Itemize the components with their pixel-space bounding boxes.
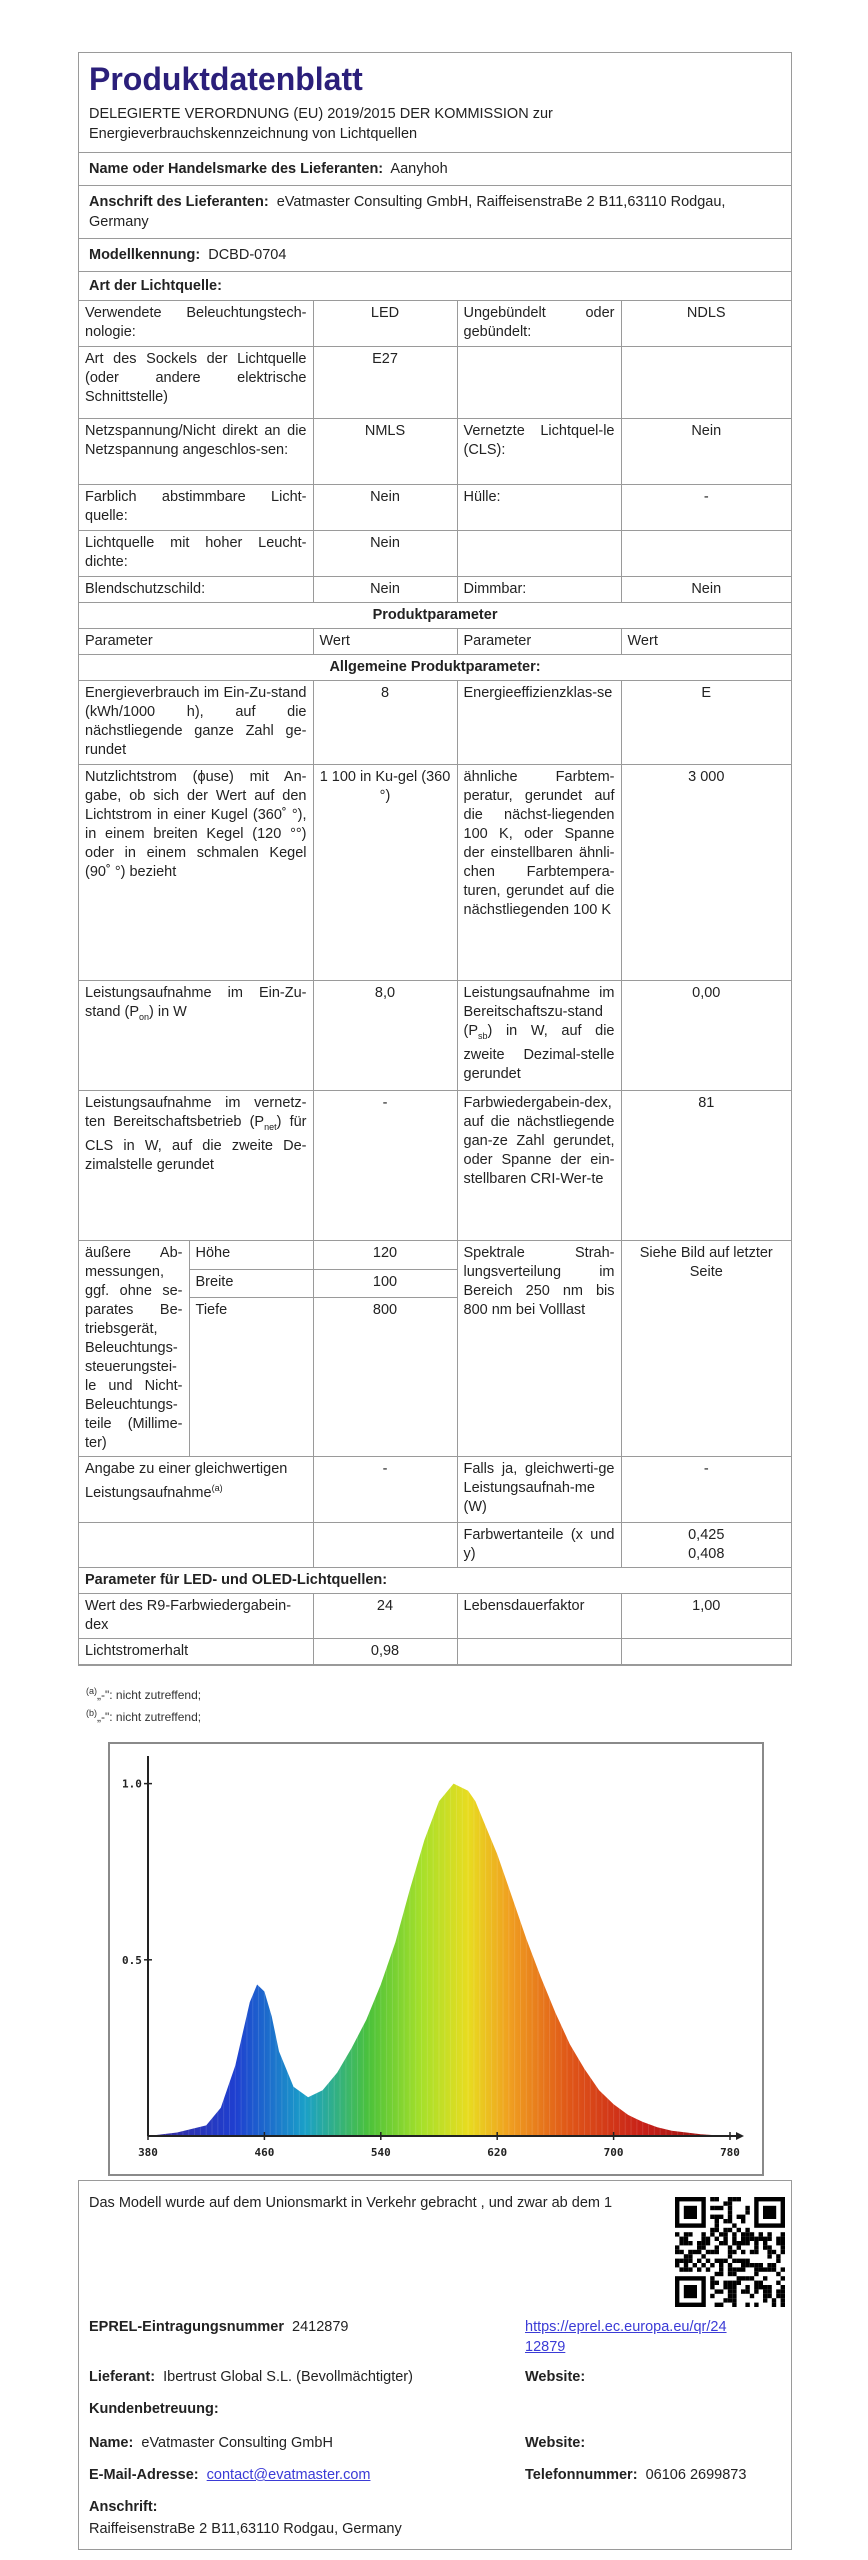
light-source-row — [79, 485, 791, 531]
phone-label: Telefonnummer: — [525, 2467, 638, 2483]
product-params-heading: Produktparameter — [79, 603, 791, 629]
x-tick-label: 780 — [720, 2146, 740, 2159]
email-row — [89, 2465, 370, 2485]
y-tick-label: 0.5 — [122, 1953, 142, 1967]
anschrift-label-text: Anschrift: — [89, 2499, 158, 2515]
light-source-param-value: LED — [313, 301, 457, 347]
standby-power-label-unit: ) in W, auf die zweite Dezimal-stelle gerundet — [463, 1023, 615, 1082]
dim-height-value: 120 — [313, 1241, 457, 1270]
anschrift-value: RaiffeisenstraBe 2 B11,63110 Rodgau, Germany — [89, 2521, 402, 2537]
regulation-line-1: DELEGIERTE VERORDNUNG (EU) 2019/2015 DER KOMMISSION zur — [89, 106, 553, 122]
chroma-empty-value — [313, 1523, 457, 1568]
model-label: Modellkennung: — [89, 247, 201, 263]
footnote-a-text: „-": nicht zutreffend; — [97, 1688, 202, 1702]
color-temperature-label: ähnliche Farbtem-peratur, gerundet auf die nächst-liegenden 100 K, oder Spanne der einstellbaren ähnli-chen Farbtempera-turen, gerundet auf die nächstliegenden 100 K — [457, 765, 621, 981]
kunden-label — [89, 2399, 219, 2419]
equivalent-power-label — [79, 1457, 313, 1523]
dim-empty-value-cell — [313, 1326, 457, 1456]
lumen-maintenance-label: Lichtstromerhalt — [79, 1639, 313, 1665]
col-param-2: Parameter — [457, 629, 621, 655]
supplier-address-line-2: Germany — [89, 214, 149, 230]
lieferant-label: Lieferant: — [89, 2369, 156, 2385]
chromaticity-y: 0,408 — [688, 1546, 725, 1562]
power-on-label — [79, 981, 313, 1091]
footer-box — [78, 2180, 792, 2550]
dim-depth-value: 800 — [313, 1298, 457, 1326]
dim-empty-cell — [189, 1326, 313, 1456]
x-tick-label: 380 — [138, 2146, 158, 2159]
light-source-heading: Art der Lichtquelle: — [89, 278, 222, 294]
cri-value: 81 — [621, 1091, 791, 1241]
supplier-name-row — [79, 152, 791, 185]
energy-label: Energieverbrauch im Ein-Zu-stand (kWh/1000 h), auf die nächstliegende ganze Zahl ge-rundet — [79, 681, 313, 765]
light-source-param-value-2: NDLS — [621, 301, 791, 347]
light-source-param-value-2: - — [621, 485, 791, 531]
equivalent-power-sup: (a) — [211, 1483, 223, 1493]
email-label: E-Mail-Adresse: — [89, 2467, 199, 2483]
supplier-address-row — [79, 185, 791, 238]
model-row — [79, 238, 791, 271]
footnote-b-marker: (b) — [86, 1708, 97, 1718]
light-source-param-label-2: Ungebündelt oder gebündelt: — [457, 301, 621, 347]
light-source-table — [79, 300, 791, 603]
dim-width-label: Breite — [189, 1269, 313, 1298]
contact-name-row — [89, 2433, 333, 2453]
regulation-text — [79, 98, 791, 152]
phone-value: 06106 2699873 — [645, 2467, 747, 2483]
light-source-param-label: Art des Sockels der Lichtquelle (oder andere elektrische Schnittstelle) — [79, 347, 313, 419]
r9-label: Wert des R9-Farbwiedergabein-dex — [79, 1594, 313, 1639]
x-tick-label: 540 — [370, 2146, 391, 2159]
power-on-value: 8,0 — [313, 981, 457, 1091]
light-source-param-label: Netzspannung/Nicht direkt an die Netzspannung angeschlos-sen: — [79, 419, 313, 485]
luminous-flux-value: 1 100 in Ku-gel (360 °) — [313, 765, 457, 981]
x-axis-arrow — [736, 2132, 744, 2140]
website-label-2 — [525, 2433, 585, 2453]
light-source-param-label-2: Vernetzte Lichtquel-le (CLS): — [457, 419, 621, 485]
spectral-distribution-chart — [108, 1742, 764, 2176]
standby-power-sub: sb — [478, 1030, 488, 1041]
model-value: DCBD-0704 — [208, 247, 287, 263]
r9-value: 24 — [313, 1594, 457, 1639]
page-title: Produktdatenblatt — [89, 61, 363, 97]
light-source-row — [79, 531, 791, 577]
kunden-label-text: Kundenbetreuung: — [89, 2401, 219, 2417]
supplier-name-label: Name oder Handelsmarke des Lieferanten: — [89, 161, 384, 177]
power-on-label-text: Leistungsaufnahme im Ein-Zu-stand (P — [85, 985, 307, 1020]
equivalent-power-label-text: Angabe zu einer gleichwertigen Leistungsaufnahme — [85, 1461, 288, 1501]
supplier-address-label: Anschrift des Lieferanten: — [89, 194, 269, 210]
chromaticity-value — [621, 1523, 791, 1568]
eprel-value: 2412879 — [292, 2319, 349, 2335]
lifetime-factor-value: 1,00 — [621, 1594, 791, 1639]
light-source-param-label: Blendschutzschild: — [79, 577, 313, 603]
website-label-2-text: Website: — [525, 2435, 586, 2451]
light-source-param-label-2: Dimmbar: — [457, 577, 621, 603]
y-tick-label: 1.0 — [122, 1777, 142, 1791]
lumen-maintenance-empty-value — [621, 1639, 791, 1665]
networked-standby-label — [79, 1091, 313, 1241]
light-source-row — [79, 301, 791, 347]
spectral-value: Siehe Bild auf letzter Seite — [621, 1241, 791, 1457]
light-source-row — [79, 347, 791, 419]
equivalent-power2-label: Falls ja, gleichwerti-ge Leistungsaufnah-me (W) — [457, 1457, 621, 1523]
anschrift-label — [89, 2497, 157, 2517]
equivalent-power2-value: - — [621, 1457, 791, 1523]
supplier-address-line-1: eVatmaster Consulting GmbH, RaiffeisenstraBe 2 B11,63110 Rodgau, — [276, 194, 726, 210]
lieferant-row — [89, 2367, 413, 2387]
energy-value: 8 — [313, 681, 457, 765]
power-on-sub: on — [139, 1011, 150, 1022]
light-source-param-value: Nein — [313, 485, 457, 531]
light-source-param-label: Verwendete Beleuchtungstech-nologie: — [79, 301, 313, 347]
email-link[interactable]: contact@evatmaster.com — [206, 2467, 371, 2483]
light-source-param-value-2: Nein — [621, 419, 791, 485]
regulation-line-2: Energieverbrauchskennzeichnung von Lichtquellen — [89, 126, 418, 142]
light-source-param-label-2: Hülle: — [457, 485, 621, 531]
luminous-flux-label: Nutzlichtstrom (ϕuse) mit An-gabe, ob sich der Wert auf den Lichtstrom in einer Kugel (360˚ °), in einem breiten Kegel (120 °°) oder in einem schmalen Kegel (90˚ °) bezieht — [79, 765, 313, 981]
footnote-a — [86, 1686, 201, 1702]
standby-power-label-text: Leistungsaufnahme im Bereitschaftszu-stand (P — [463, 985, 615, 1039]
footnote-a-marker: (a) — [86, 1686, 97, 1696]
light-source-row — [79, 577, 791, 603]
eprel-link-line-1[interactable]: https://eprel.ec.europa.eu/qr/24 — [525, 2319, 727, 2335]
light-source-param-value-2: Nein — [621, 577, 791, 603]
supplier-name-value: Aanyhoh — [390, 161, 448, 177]
networked-standby-value: - — [313, 1091, 457, 1241]
light-source-param-value: Nein — [313, 577, 457, 603]
general-params-heading: Allgemeine Produktparameter: — [79, 655, 791, 681]
light-source-param-value-2 — [621, 347, 791, 419]
standby-power-value: 0,00 — [621, 981, 791, 1091]
contact-name-label: Name: — [89, 2435, 134, 2451]
light-source-row — [79, 419, 791, 485]
energy-class-value: E — [621, 681, 791, 765]
light-source-param-label: Lichtquelle mit hoher Leucht-dichte: — [79, 531, 313, 577]
footnote-b — [86, 1708, 201, 1724]
light-source-param-value: E27 — [313, 347, 457, 419]
eprel-label: EPREL-Eintragungsnummer — [89, 2319, 284, 2335]
website-label-1-text: Website: — [525, 2369, 586, 2385]
dim-width-value: 100 — [313, 1269, 457, 1298]
phone-row — [525, 2465, 746, 2485]
x-tick-label: 620 — [487, 2146, 508, 2159]
standby-power-label — [457, 981, 621, 1091]
energy-class-label: Energieeffizienzklas-se — [457, 681, 621, 765]
footnote-b-text: „-": nicht zutreffend; — [97, 1710, 202, 1724]
light-source-param-label: Farblich abstimmbare Licht-quelle: — [79, 485, 313, 531]
eprel-row — [89, 2317, 348, 2337]
x-tick-label: 460 — [254, 2146, 275, 2159]
product-params-table — [79, 603, 791, 1665]
networked-standby-label-text: Leistungsaufnahme im vernetz-ten Bereitschaftsbetrieb (P — [85, 1095, 307, 1130]
dim-depth-label: Tiefe — [189, 1298, 313, 1326]
light-source-param-value: Nein — [313, 531, 457, 577]
light-source-param-value-2 — [621, 531, 791, 577]
color-temperature-value: 3 000 — [621, 765, 791, 981]
contact-name-value: eVatmaster Consulting GmbH — [141, 2435, 333, 2451]
chromaticity-label: Farbwertanteile (x und y) — [457, 1523, 621, 1568]
chromaticity-x: 0,425 — [688, 1527, 725, 1543]
light-source-param-label-2 — [457, 347, 621, 419]
qr-code-icon[interactable] — [675, 2197, 785, 2307]
networked-standby-label-unit: ) für CLS in W, auf die zweite De-zimalstelle gerundet — [85, 1114, 307, 1173]
market-text: Das Modell wurde auf dem Unionsmarkt in Verkehr gebracht , und zwar ab dem 1 — [89, 2195, 613, 2211]
lieferant-value: Ibertrust Global S.L. (Bevollmächtigter) — [163, 2369, 413, 2385]
spectral-label: Spektrale Strah-lungsverteilung im Bereich 250 nm bis 800 nm bei Volllast — [457, 1241, 621, 1457]
lumen-maintenance-empty — [457, 1639, 621, 1665]
col-value-2: Wert — [621, 629, 791, 655]
equivalent-power-value: - — [313, 1457, 457, 1523]
networked-standby-sub: net — [264, 1121, 277, 1132]
light-source-heading-row — [79, 271, 791, 300]
dimensions-label: äußere Ab-messungen, ggf. ohne se-parates Be-triebsgerät, Beleuchtungs-steuerungstei-le und Nicht-Beleuchtungs-teile (Millime-ter) — [79, 1241, 189, 1457]
eprel-link-line-2[interactable]: 12879 — [525, 2339, 566, 2355]
col-value-1: Wert — [313, 629, 457, 655]
lifetime-factor-label: Lebensdauerfaktor — [457, 1594, 621, 1639]
x-tick-label: 700 — [603, 2146, 624, 2159]
power-on-label-unit: ) in W — [149, 1004, 187, 1020]
spectral-chart-svg — [110, 1744, 762, 2174]
light-source-param-label-2 — [457, 531, 621, 577]
cri-label: Farbwiedergabein-dex, auf die nächstliegende gan-ze Zahl gerundet, oder Spanne der ein-stellbaren CRI-Wer-te — [457, 1091, 621, 1241]
datasheet — [78, 52, 792, 1666]
website-label-1 — [525, 2367, 585, 2387]
light-source-param-value: NMLS — [313, 419, 457, 485]
lumen-maintenance-value: 0,98 — [313, 1639, 457, 1665]
chroma-empty-label — [79, 1523, 313, 1568]
eprel-link[interactable] — [525, 2317, 727, 2357]
led-params-heading: Parameter für LED- und OLED-Lichtquellen: — [79, 1568, 791, 1594]
col-param-1: Parameter — [79, 629, 313, 655]
dim-height-label: Höhe — [189, 1241, 313, 1270]
